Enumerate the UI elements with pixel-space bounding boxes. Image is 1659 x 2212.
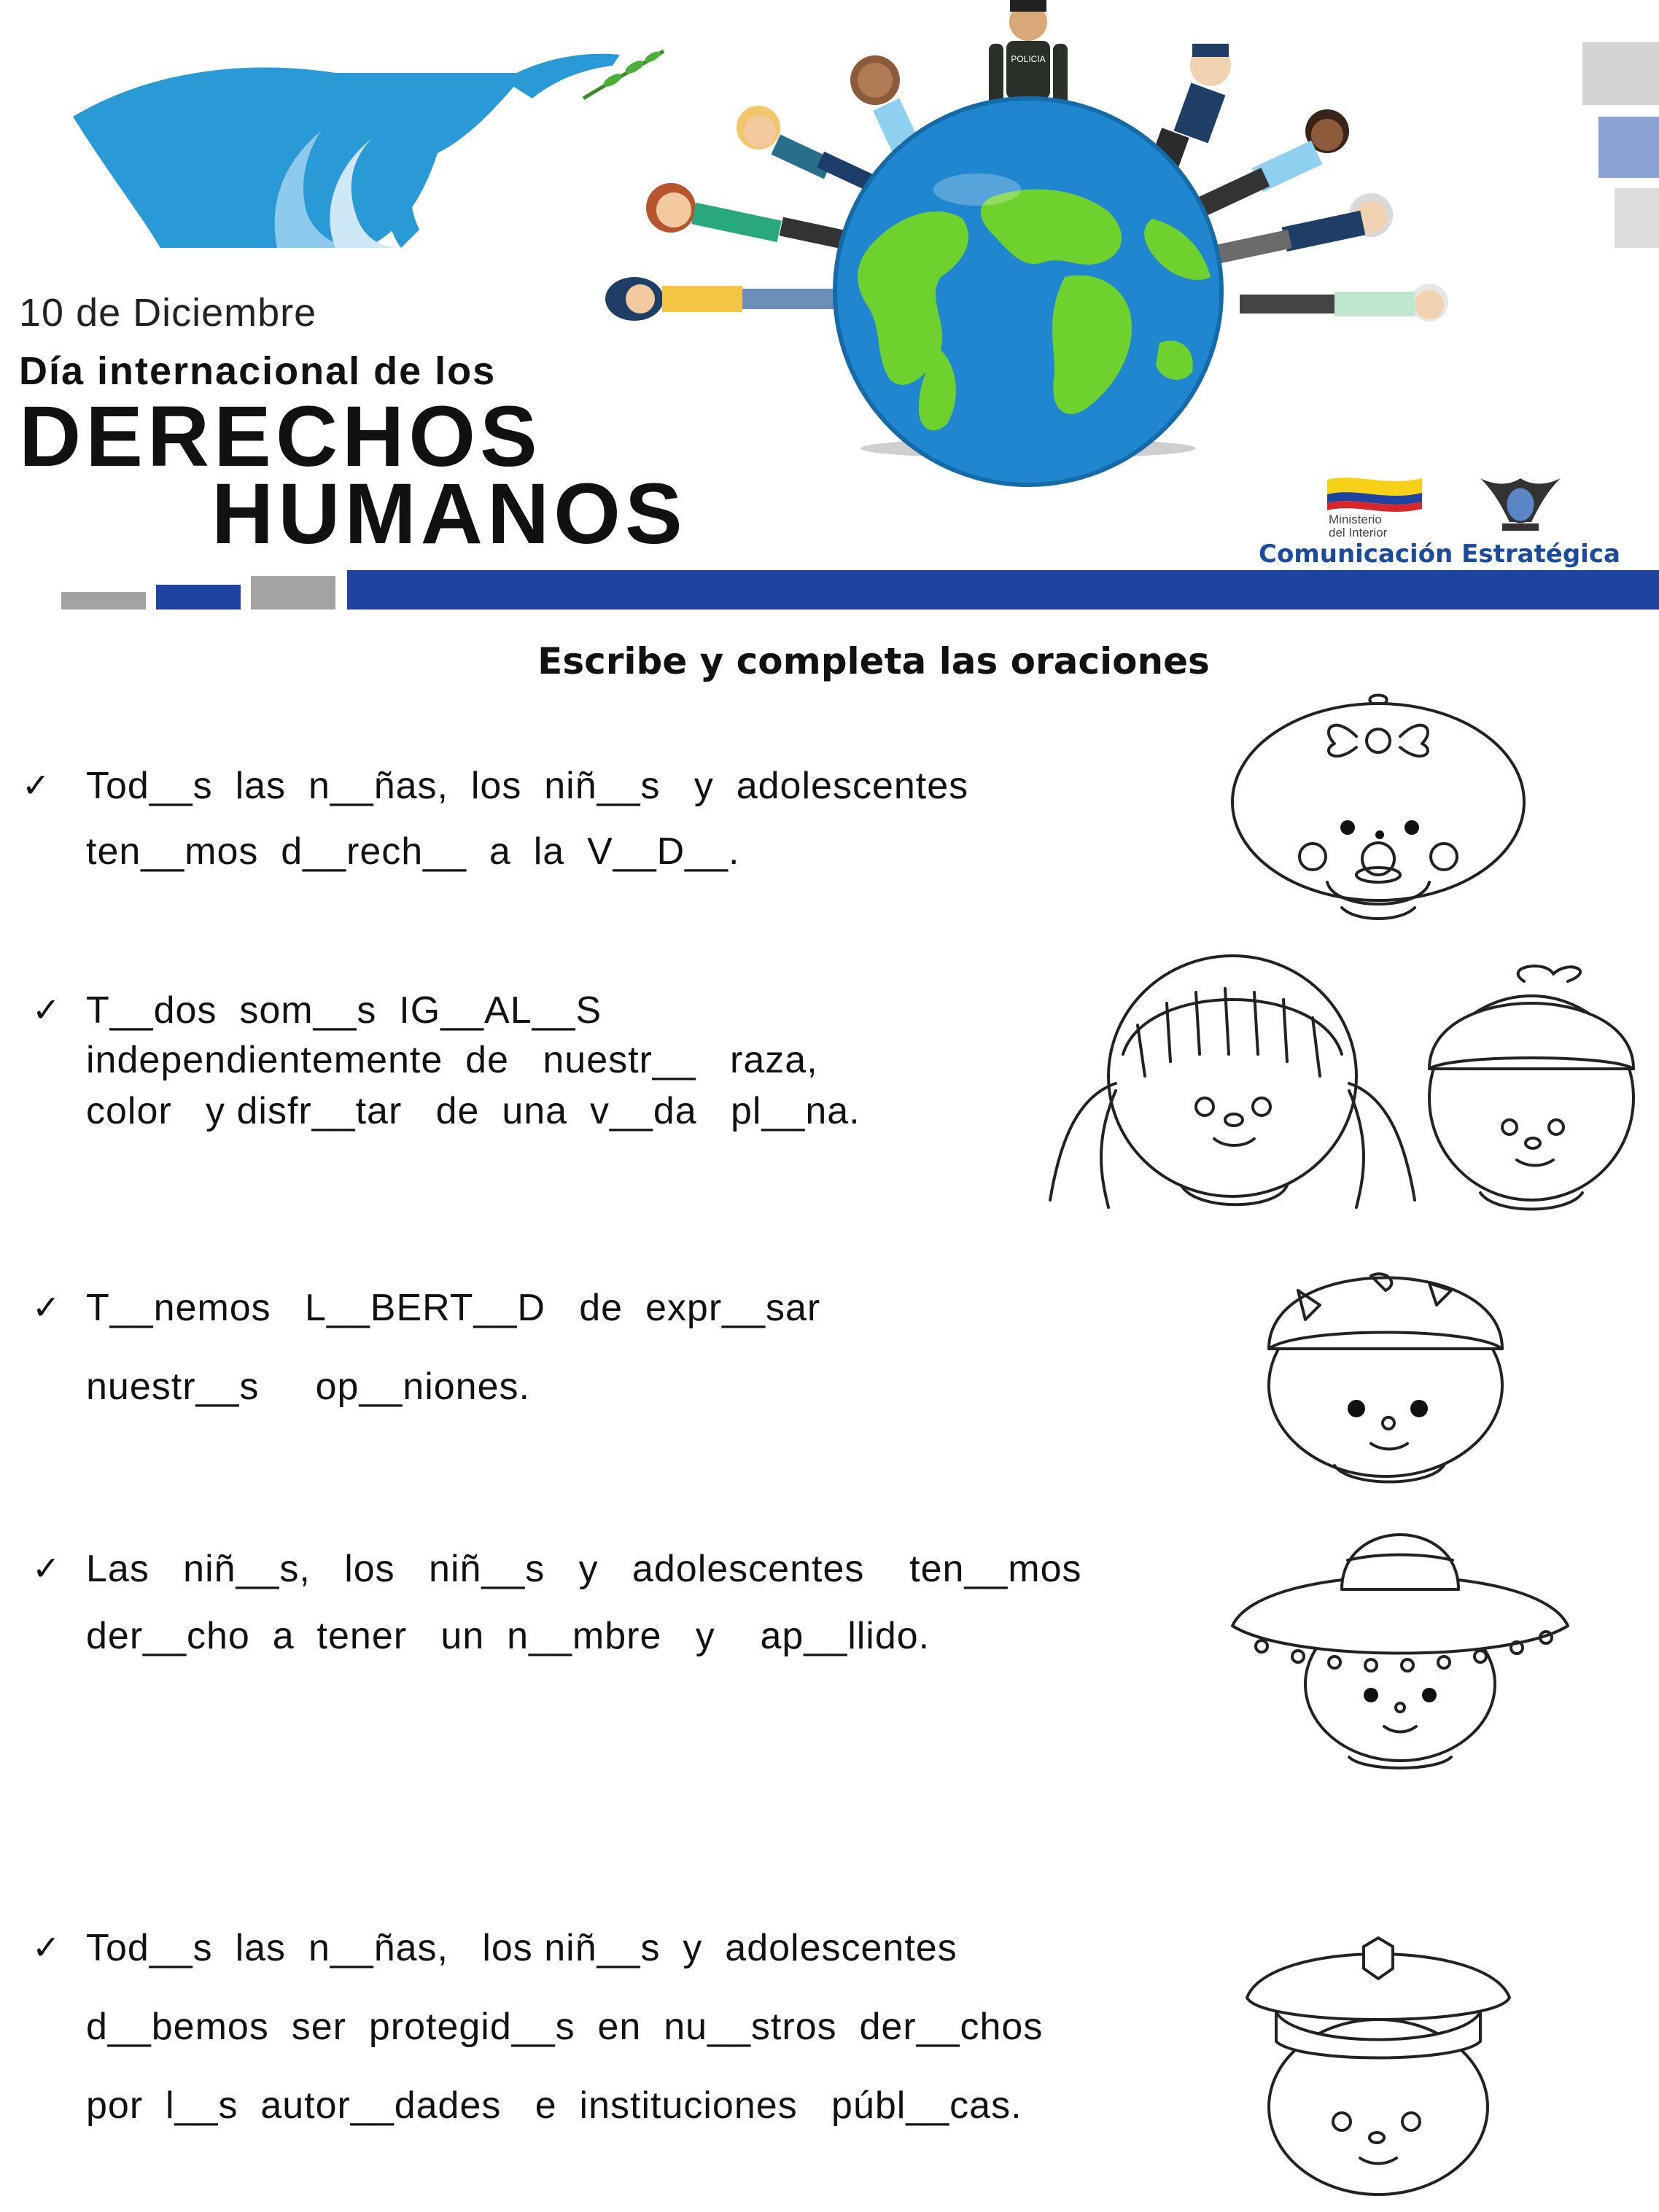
worksheet-heading: Escribe y completa las oraciones — [537, 640, 1210, 682]
exercise-line: T__dos som__s IG__AL__S — [86, 989, 602, 1032]
exercise-line: independientemente de nuestr__ raza, — [86, 1039, 818, 1081]
baby-face-illustration — [1225, 693, 1539, 926]
ecuador-flag-icon — [1327, 472, 1422, 516]
exercise-line: der__cho a tener un n__mbre y ap__llido. — [86, 1615, 930, 1657]
checkmark-icon: ✓ — [32, 1288, 61, 1326]
org-name: Comunicación Estratégica — [1259, 540, 1620, 569]
exercise-line: T__nemos L__BERT__D de expr__sar — [86, 1287, 821, 1329]
ministry-label — [1329, 513, 1438, 540]
decorative-bar — [61, 592, 146, 610]
header-divider-bar — [347, 570, 1659, 610]
ministry-line-2: del Interior — [1329, 525, 1388, 540]
exercise-line: por l__s autor__dades e instituciones públ__cas. — [86, 2084, 1022, 2127]
checkmark-icon: ✓ — [22, 766, 50, 804]
coat-of-arms-icon — [1473, 464, 1568, 534]
police-badge-text: POLICIA — [1011, 54, 1046, 64]
decorative-side-block — [1598, 117, 1659, 178]
decorative-side-block — [1615, 188, 1659, 248]
exercise-line: Las niñ__s, los niñ__s y adolescentes ten__mos — [86, 1548, 1082, 1590]
checkmark-icon: ✓ — [32, 1928, 61, 1966]
girl-and-boy-faces-illustration — [1043, 952, 1659, 1215]
header-banner — [0, 0, 1659, 627]
exercise-line: ten__mos d__rech__ a la V__D__. — [86, 830, 740, 873]
boy-cap-face-illustration — [1240, 1239, 1531, 1487]
sombrero-face-illustration — [1218, 1495, 1582, 1772]
decorative-bar — [156, 585, 241, 610]
exercise-line: color y disfr__tar de una v__da pl__na. — [86, 1090, 860, 1132]
checkmark-icon: ✓ — [32, 991, 61, 1029]
event-date: 10 de Diciembre — [19, 291, 317, 335]
exercise-line: nuestr__s op__niones. — [86, 1366, 530, 1408]
dove-hands-logo — [58, 29, 671, 277]
people-around-globe-illustration — [598, 0, 1458, 467]
checkmark-icon: ✓ — [32, 1549, 61, 1587]
decorative-bar — [251, 576, 335, 610]
ministry-line-1: Ministerio — [1329, 513, 1382, 526]
title-line-3: HUMANOS — [211, 466, 687, 562]
exercise-line: d__bemos ser protegid__s en nu__stros der__chos — [86, 2006, 1044, 2048]
title-line-1: Día internacional de los — [19, 349, 497, 393]
police-child-face-illustration — [1225, 1917, 1531, 2202]
exercise-line: Tod__s las n__ñas, los niñ__s y adolescentes — [86, 1927, 957, 1969]
decorative-side-block — [1582, 42, 1659, 105]
exercise-line: Tod__s las n__ñas, los niñ__s y adolescentes — [86, 765, 969, 807]
title-line-2: DERECHOS — [19, 389, 542, 485]
